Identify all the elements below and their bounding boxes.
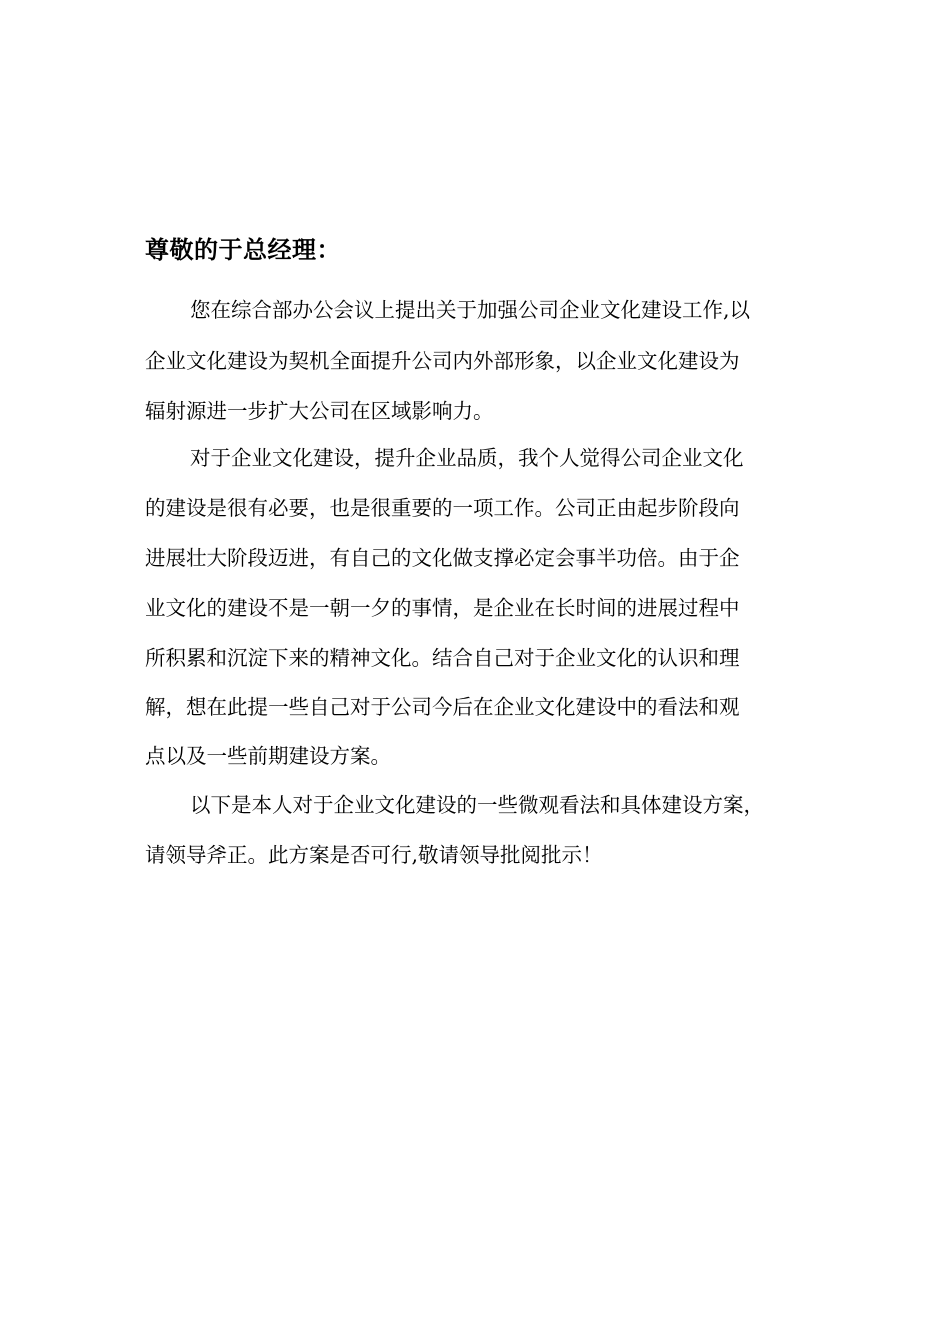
paragraph-line: 请领导斧正。此方案是否可行,敬请领导批阅批示！ [145,843,603,867]
paragraph-line: 所积累和沉淀下来的精神文化。结合自己对于企业文化的认识和理 [145,646,740,670]
paragraph-line: 的建设是很有必要，也是很重要的一项工作。公司正由起步阶段向 [145,496,740,520]
salutation: 尊敬的于总经理： [145,235,341,264]
paragraph-line: 辐射源进一步扩大公司在区域影响力。 [145,399,494,423]
paragraph-line: 以下是本人对于企业文化建设的一些微观看法和具体建设方案， [190,793,764,817]
paragraph-line: 对于企业文化建设，提升企业品质，我个人觉得公司企业文化 [190,446,744,470]
paragraph-line: 您在综合部办公会议上提出关于加强公司企业文化建设工作,以 [190,298,751,322]
paragraph-line: 企业文化建设为契机全面提升公司内外部形象，以企业文化建设为 [145,349,740,373]
paragraph-line: 解，想在此提一些自己对于公司今后在企业文化建设中的看法和观 [145,695,740,719]
paragraph-line: 业文化的建设不是一朝一夕的事情，是企业在长时间的进展过程中 [145,596,740,620]
paragraph-line: 点以及一些前期建设方案。 [145,744,391,768]
paragraph-line: 进展壮大阶段迈进，有自己的文化做支撑必定会事半功倍。由于企 [145,546,740,570]
